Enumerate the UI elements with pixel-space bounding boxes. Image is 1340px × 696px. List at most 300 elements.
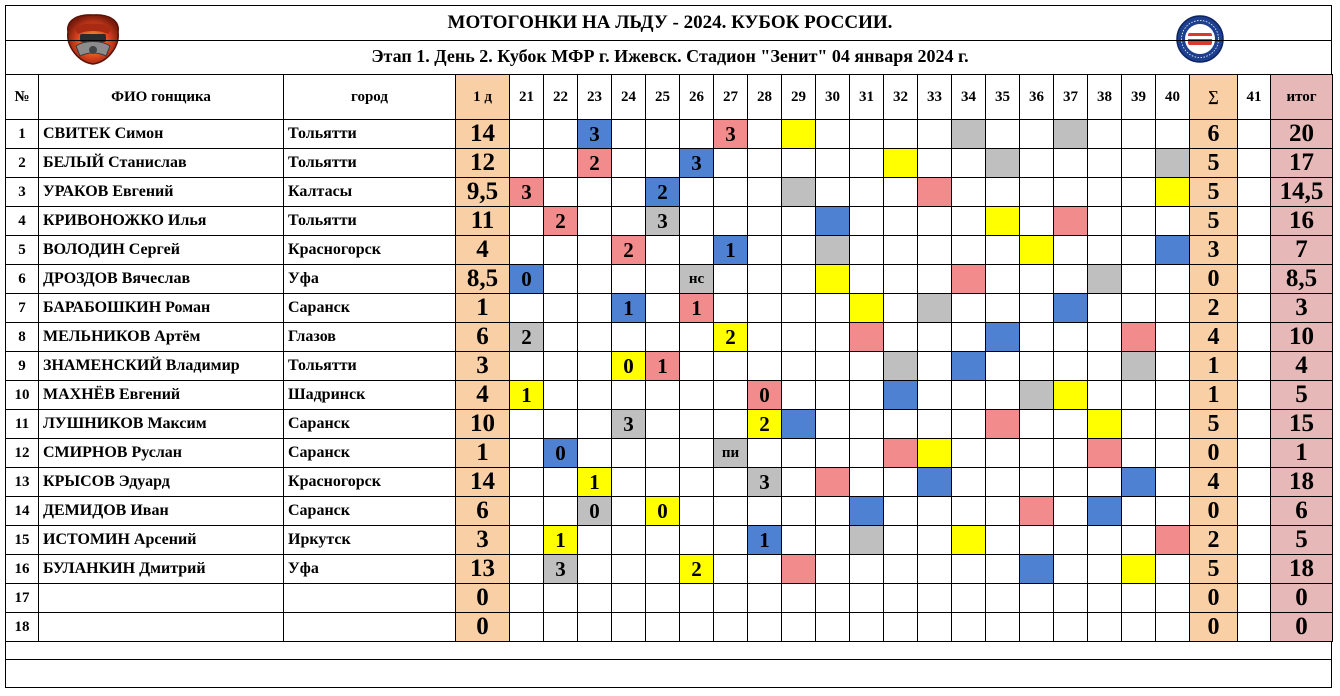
header-heat-40: 40 bbox=[1156, 75, 1190, 120]
heat-cell bbox=[748, 584, 782, 613]
table-row bbox=[6, 149, 1333, 178]
header-heat-39: 39 bbox=[1122, 75, 1156, 120]
day-sum: 4 bbox=[1190, 323, 1238, 352]
heat-cell bbox=[816, 236, 850, 265]
day1-points: 12 bbox=[456, 149, 510, 178]
day1-points: 1 bbox=[456, 294, 510, 323]
heat-cell bbox=[510, 613, 544, 642]
heat-cell bbox=[1156, 323, 1190, 352]
header-heat-21: 21 bbox=[510, 75, 544, 120]
rider-name: ЗНАМЕНСКИЙ Владимир bbox=[39, 352, 284, 381]
table-row bbox=[6, 555, 1333, 584]
header-heat-28: 28 bbox=[748, 75, 782, 120]
heat-cell bbox=[748, 149, 782, 178]
heat-cell bbox=[544, 178, 578, 207]
heat-41-cell bbox=[1238, 207, 1271, 236]
heat-cell bbox=[578, 265, 612, 294]
table-row bbox=[6, 497, 1333, 526]
rider-city: Шадринск bbox=[284, 381, 456, 410]
table-row bbox=[6, 613, 1333, 642]
heat-cell bbox=[850, 323, 884, 352]
heat-cell bbox=[918, 178, 952, 207]
heat-cell bbox=[952, 265, 986, 294]
rider-name bbox=[39, 584, 284, 613]
heat-cell bbox=[1054, 178, 1088, 207]
heat-cell bbox=[612, 555, 646, 584]
total-points: 1 bbox=[1271, 439, 1333, 468]
heat-cell bbox=[1122, 178, 1156, 207]
heat-cell bbox=[748, 207, 782, 236]
heat-cell bbox=[544, 468, 578, 497]
heat-cell bbox=[952, 120, 986, 149]
page-subtitle: Этап 1. День 2. Кубок МФР г. Ижевск. Стадион "Зенит" 04 января 2024 г. bbox=[371, 46, 969, 66]
heat-cell bbox=[1122, 410, 1156, 439]
heat-cell bbox=[782, 178, 816, 207]
total-points: 18 bbox=[1271, 555, 1333, 584]
heat-cell bbox=[782, 236, 816, 265]
heat-cell bbox=[680, 526, 714, 555]
heat-cell bbox=[1122, 439, 1156, 468]
heat-cell bbox=[612, 526, 646, 555]
heat-cell bbox=[884, 294, 918, 323]
heat-cell bbox=[952, 584, 986, 613]
heat-cell bbox=[646, 323, 680, 352]
heat-cell bbox=[748, 439, 782, 468]
header-heat-31: 31 bbox=[850, 75, 884, 120]
heat-cell bbox=[816, 149, 850, 178]
heat-cell bbox=[680, 497, 714, 526]
heat-cell bbox=[986, 236, 1020, 265]
heat-cell bbox=[578, 178, 612, 207]
heat-cell bbox=[646, 555, 680, 584]
rider-city: Саранск bbox=[284, 294, 456, 323]
total-points: 5 bbox=[1271, 526, 1333, 555]
heat-cell bbox=[952, 207, 986, 236]
heat-cell bbox=[714, 555, 748, 584]
heat-cell bbox=[1156, 149, 1190, 178]
rider-position: 15 bbox=[6, 526, 39, 555]
heat-cell bbox=[748, 613, 782, 642]
heat-cell bbox=[1054, 584, 1088, 613]
heat-cell bbox=[850, 120, 884, 149]
day-sum: 6 bbox=[1190, 120, 1238, 149]
heat-cell bbox=[952, 352, 986, 381]
heat-cell bbox=[646, 381, 680, 410]
header-heat-27: 27 bbox=[714, 75, 748, 120]
total-points: 3 bbox=[1271, 294, 1333, 323]
heat-cell: 0 bbox=[748, 381, 782, 410]
day1-points: 4 bbox=[456, 381, 510, 410]
header-heat-35: 35 bbox=[986, 75, 1020, 120]
heat-cell bbox=[1122, 323, 1156, 352]
rider-name: СВИТЕК Симон bbox=[39, 120, 284, 149]
heat-cell bbox=[884, 265, 918, 294]
rider-position: 1 bbox=[6, 120, 39, 149]
rider-position: 9 bbox=[6, 352, 39, 381]
heat-cell bbox=[986, 120, 1020, 149]
total-points: 15 bbox=[1271, 410, 1333, 439]
heat-cell bbox=[850, 178, 884, 207]
heat-cell bbox=[1054, 439, 1088, 468]
heat-cell bbox=[544, 236, 578, 265]
heat-cell bbox=[918, 236, 952, 265]
header-heat-34: 34 bbox=[952, 75, 986, 120]
header-heat-33: 33 bbox=[918, 75, 952, 120]
total-points: 0 bbox=[1271, 613, 1333, 642]
heat-cell bbox=[952, 323, 986, 352]
heat-cell bbox=[1020, 294, 1054, 323]
heat-cell bbox=[782, 323, 816, 352]
heat-cell bbox=[544, 584, 578, 613]
heat-41-cell bbox=[1238, 410, 1271, 439]
rider-name: МЕЛЬНИКОВ Артём bbox=[39, 323, 284, 352]
heat-cell bbox=[816, 120, 850, 149]
heat-cell bbox=[918, 381, 952, 410]
rider-city: Глазов bbox=[284, 323, 456, 352]
rider-position: 17 bbox=[6, 584, 39, 613]
heat-cell bbox=[782, 439, 816, 468]
heat-cell bbox=[1054, 381, 1088, 410]
rider-city: Красногорск bbox=[284, 236, 456, 265]
table-row bbox=[6, 468, 1333, 497]
heat-cell: 2 bbox=[748, 410, 782, 439]
heat-cell bbox=[952, 439, 986, 468]
heat-cell bbox=[1122, 207, 1156, 236]
day-sum: 0 bbox=[1190, 439, 1238, 468]
heat-cell bbox=[714, 497, 748, 526]
heat-cell bbox=[1088, 265, 1122, 294]
heat-cell bbox=[1122, 236, 1156, 265]
heat-cell bbox=[510, 497, 544, 526]
rider-city: Тольятти bbox=[284, 207, 456, 236]
heat-cell bbox=[510, 120, 544, 149]
heat-cell bbox=[714, 410, 748, 439]
heat-cell bbox=[1088, 613, 1122, 642]
heat-cell bbox=[816, 294, 850, 323]
header-heat-36: 36 bbox=[1020, 75, 1054, 120]
heat-cell bbox=[952, 468, 986, 497]
heat-cell bbox=[680, 178, 714, 207]
heat-cell bbox=[986, 352, 1020, 381]
header-heat-29: 29 bbox=[782, 75, 816, 120]
heat-cell bbox=[1156, 381, 1190, 410]
heat-cell bbox=[816, 410, 850, 439]
table-row bbox=[6, 236, 1333, 265]
rider-city: Тольятти bbox=[284, 120, 456, 149]
heat-cell bbox=[646, 294, 680, 323]
rider-name: ВОЛОДИН Сергей bbox=[39, 236, 284, 265]
heat-cell bbox=[782, 468, 816, 497]
heat-cell: 1 bbox=[714, 236, 748, 265]
table-row bbox=[6, 381, 1333, 410]
heat-cell bbox=[1020, 178, 1054, 207]
heat-cell: 3 bbox=[612, 410, 646, 439]
heat-cell bbox=[1156, 236, 1190, 265]
heat-cell: 2 bbox=[680, 555, 714, 584]
heat-41-cell bbox=[1238, 352, 1271, 381]
day1-points: 3 bbox=[456, 526, 510, 555]
heat-cell bbox=[544, 381, 578, 410]
day1-points: 4 bbox=[456, 236, 510, 265]
heat-cell bbox=[850, 381, 884, 410]
heat-cell: пи bbox=[714, 439, 748, 468]
heat-cell bbox=[612, 265, 646, 294]
heat-cell bbox=[1088, 526, 1122, 555]
heat-cell bbox=[1020, 613, 1054, 642]
heat-cell bbox=[748, 120, 782, 149]
heat-cell: нс bbox=[680, 265, 714, 294]
heat-cell bbox=[850, 265, 884, 294]
rider-city: Саранск bbox=[284, 410, 456, 439]
rider-city: Тольятти bbox=[284, 149, 456, 178]
heat-cell bbox=[1156, 120, 1190, 149]
heat-cell bbox=[918, 294, 952, 323]
heat-cell bbox=[986, 526, 1020, 555]
heat-cell bbox=[1020, 497, 1054, 526]
heat-cell bbox=[578, 555, 612, 584]
heat-cell bbox=[748, 497, 782, 526]
heat-cell bbox=[680, 584, 714, 613]
heat-cell bbox=[884, 323, 918, 352]
heat-cell bbox=[578, 410, 612, 439]
heat-cell bbox=[986, 323, 1020, 352]
heat-cell bbox=[1088, 497, 1122, 526]
heat-cell bbox=[850, 207, 884, 236]
total-points: 20 bbox=[1271, 120, 1333, 149]
heat-cell bbox=[1054, 555, 1088, 584]
heat-cell bbox=[510, 207, 544, 236]
total-points: 14,5 bbox=[1271, 178, 1333, 207]
heat-cell bbox=[1020, 439, 1054, 468]
day1-points: 11 bbox=[456, 207, 510, 236]
heat-41-cell bbox=[1238, 120, 1271, 149]
heat-cell bbox=[748, 294, 782, 323]
heat-cell bbox=[646, 613, 680, 642]
heat-cell bbox=[1122, 584, 1156, 613]
rider-position: 8 bbox=[6, 323, 39, 352]
table-row bbox=[6, 526, 1333, 555]
rider-city: Уфа bbox=[284, 555, 456, 584]
table-row bbox=[6, 410, 1333, 439]
heat-cell: 1 bbox=[680, 294, 714, 323]
day1-points: 3 bbox=[456, 352, 510, 381]
heat-cell bbox=[1054, 207, 1088, 236]
rider-position: 2 bbox=[6, 149, 39, 178]
heat-cell bbox=[884, 149, 918, 178]
table-row bbox=[6, 439, 1333, 468]
day-sum: 2 bbox=[1190, 526, 1238, 555]
heat-cell bbox=[850, 352, 884, 381]
day1-points: 6 bbox=[456, 497, 510, 526]
heat-cell bbox=[816, 497, 850, 526]
heat-cell bbox=[918, 120, 952, 149]
heat-cell bbox=[884, 120, 918, 149]
heat-cell bbox=[782, 613, 816, 642]
heat-cell bbox=[884, 207, 918, 236]
heat-cell bbox=[510, 555, 544, 584]
heat-cell bbox=[816, 207, 850, 236]
heat-41-cell bbox=[1238, 323, 1271, 352]
heat-cell bbox=[782, 584, 816, 613]
heat-cell bbox=[544, 613, 578, 642]
heat-cell bbox=[952, 410, 986, 439]
day-sum: 0 bbox=[1190, 613, 1238, 642]
heat-cell bbox=[544, 294, 578, 323]
rider-position: 3 bbox=[6, 178, 39, 207]
heat-cell bbox=[884, 236, 918, 265]
heat-cell bbox=[884, 613, 918, 642]
heat-cell bbox=[782, 294, 816, 323]
heat-cell bbox=[510, 236, 544, 265]
heat-cell bbox=[1020, 468, 1054, 497]
heat-cell bbox=[918, 439, 952, 468]
heat-cell bbox=[816, 555, 850, 584]
heat-cell bbox=[1156, 555, 1190, 584]
heat-cell bbox=[850, 439, 884, 468]
heat-cell bbox=[1122, 120, 1156, 149]
heat-cell bbox=[952, 555, 986, 584]
header-city: город bbox=[284, 75, 456, 120]
heat-cell: 0 bbox=[578, 497, 612, 526]
heat-cell bbox=[850, 410, 884, 439]
rider-position: 11 bbox=[6, 410, 39, 439]
heat-cell bbox=[646, 584, 680, 613]
heat-cell: 3 bbox=[748, 468, 782, 497]
heat-cell bbox=[1156, 265, 1190, 294]
heat-cell bbox=[544, 149, 578, 178]
heat-cell bbox=[578, 207, 612, 236]
heat-cell bbox=[1122, 265, 1156, 294]
heat-cell bbox=[646, 149, 680, 178]
heat-cell bbox=[1020, 323, 1054, 352]
heat-cell bbox=[714, 468, 748, 497]
day-sum: 3 bbox=[1190, 236, 1238, 265]
heat-cell bbox=[1122, 555, 1156, 584]
rider-name bbox=[39, 613, 284, 642]
heat-cell: 3 bbox=[510, 178, 544, 207]
rider-name: БАРАБОШКИН Роман bbox=[39, 294, 284, 323]
heat-cell bbox=[782, 149, 816, 178]
heat-cell bbox=[918, 555, 952, 584]
heat-cell bbox=[1088, 149, 1122, 178]
header-heat-22: 22 bbox=[544, 75, 578, 120]
heat-cell: 2 bbox=[714, 323, 748, 352]
heat-cell bbox=[612, 381, 646, 410]
heat-cell bbox=[646, 236, 680, 265]
total-points: 0 bbox=[1271, 584, 1333, 613]
heat-cell bbox=[816, 265, 850, 294]
rider-name: БУЛАНКИН Дмитрий bbox=[39, 555, 284, 584]
total-points: 8,5 bbox=[1271, 265, 1333, 294]
heat-cell bbox=[1054, 265, 1088, 294]
heat-cell bbox=[986, 555, 1020, 584]
table-row bbox=[6, 265, 1333, 294]
day-sum: 0 bbox=[1190, 265, 1238, 294]
heat-cell bbox=[544, 323, 578, 352]
heat-cell bbox=[748, 323, 782, 352]
heat-cell bbox=[680, 207, 714, 236]
rider-name: ИСТОМИН Арсений bbox=[39, 526, 284, 555]
heat-cell bbox=[986, 613, 1020, 642]
heat-cell bbox=[1088, 381, 1122, 410]
rider-name: БЕЛЫЙ Станислав bbox=[39, 149, 284, 178]
heat-cell bbox=[646, 265, 680, 294]
rider-position: 18 bbox=[6, 613, 39, 642]
title-divider bbox=[5, 40, 1332, 41]
total-points: 7 bbox=[1271, 236, 1333, 265]
heat-cell bbox=[510, 410, 544, 439]
rider-city: Саранск bbox=[284, 439, 456, 468]
heat-cell bbox=[1156, 207, 1190, 236]
rider-name: УРАКОВ Евгений bbox=[39, 178, 284, 207]
heat-cell bbox=[714, 352, 748, 381]
rider-position: 6 bbox=[6, 265, 39, 294]
heat-cell bbox=[1020, 410, 1054, 439]
heat-cell: 3 bbox=[544, 555, 578, 584]
heat-cell bbox=[1088, 323, 1122, 352]
heat-cell bbox=[986, 381, 1020, 410]
header-heat-24: 24 bbox=[612, 75, 646, 120]
rider-city: Тольятти bbox=[284, 352, 456, 381]
heat-cell bbox=[612, 149, 646, 178]
heat-cell bbox=[918, 613, 952, 642]
heat-cell bbox=[884, 555, 918, 584]
heat-cell bbox=[884, 352, 918, 381]
heat-cell bbox=[748, 265, 782, 294]
heat-cell bbox=[986, 439, 1020, 468]
heat-41-cell bbox=[1238, 555, 1271, 584]
heat-cell bbox=[816, 381, 850, 410]
heat-cell bbox=[1122, 381, 1156, 410]
heat-41-cell bbox=[1238, 178, 1271, 207]
heat-cell: 2 bbox=[510, 323, 544, 352]
heat-cell: 1 bbox=[544, 526, 578, 555]
header-name: ФИО гонщика bbox=[39, 75, 284, 120]
day1-points: 13 bbox=[456, 555, 510, 584]
heat-cell bbox=[986, 178, 1020, 207]
heat-cell: 3 bbox=[646, 207, 680, 236]
heat-cell bbox=[544, 352, 578, 381]
heat-cell bbox=[1122, 149, 1156, 178]
rider-position: 13 bbox=[6, 468, 39, 497]
table-row bbox=[6, 178, 1333, 207]
heat-cell bbox=[544, 497, 578, 526]
heat-cell: 3 bbox=[578, 120, 612, 149]
heat-cell bbox=[612, 468, 646, 497]
heat-cell bbox=[1156, 439, 1190, 468]
rider-name: ДРОЗДОВ Вячеслав bbox=[39, 265, 284, 294]
heat-cell bbox=[646, 439, 680, 468]
heat-cell bbox=[578, 294, 612, 323]
heat-cell bbox=[1088, 468, 1122, 497]
rider-position: 12 bbox=[6, 439, 39, 468]
total-points: 16 bbox=[1271, 207, 1333, 236]
table-row bbox=[6, 120, 1333, 149]
rider-position: 4 bbox=[6, 207, 39, 236]
heat-cell: 0 bbox=[612, 352, 646, 381]
heat-cell bbox=[850, 236, 884, 265]
heat-cell bbox=[1156, 526, 1190, 555]
heat-cell bbox=[714, 265, 748, 294]
day1-points: 0 bbox=[456, 613, 510, 642]
heat-cell bbox=[884, 439, 918, 468]
heat-cell: 1 bbox=[646, 352, 680, 381]
day1-points: 9,5 bbox=[456, 178, 510, 207]
heat-cell bbox=[918, 323, 952, 352]
heat-cell bbox=[612, 613, 646, 642]
heat-cell bbox=[850, 613, 884, 642]
heat-cell bbox=[1020, 265, 1054, 294]
